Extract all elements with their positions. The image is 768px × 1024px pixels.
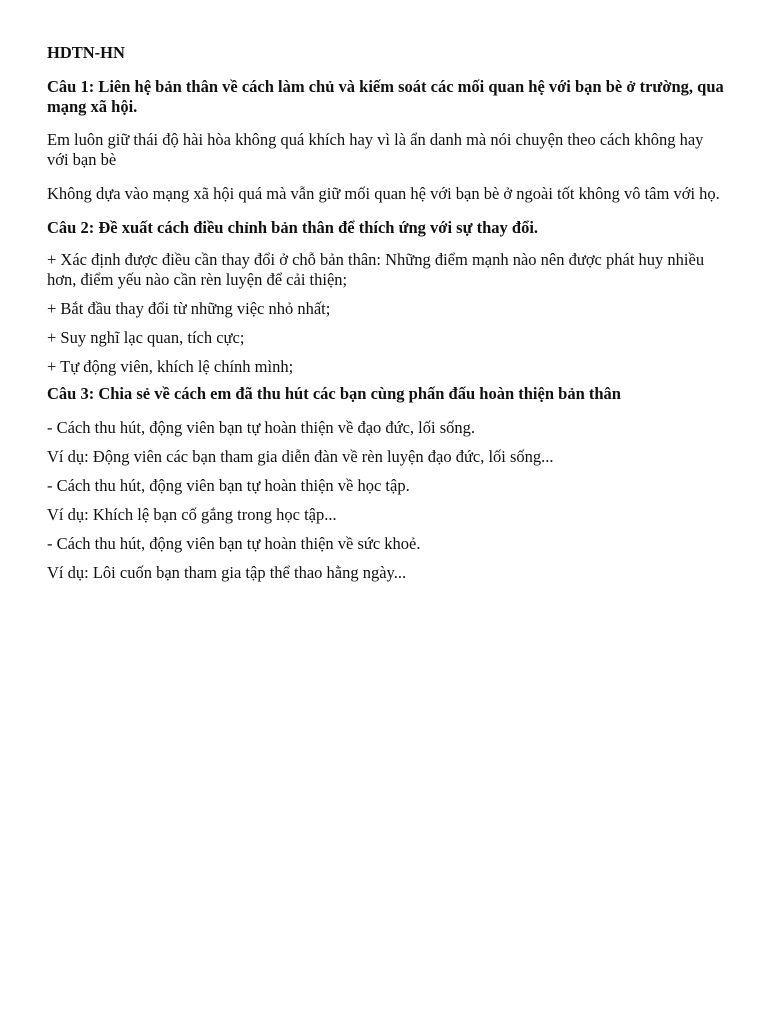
question-3-list-item: - Cách thu hút, động viên bạn tự hoàn thiện về đạo đức, lối sống. [47,418,476,437]
question-1-paragraph: Không dựa vào mạng xã hội quá mà vẫn giữ mối quan hệ với bạn bè ở ngoài tốt không vô tâm với họ. [47,184,720,203]
question-3-list-item: - Cách thu hút, động viên bạn tự hoàn thiện về học tập. [47,476,410,495]
document-title: HDTN-HN [47,43,125,62]
question-2-list-item: + Suy nghĩ lạc quan, tích cực; [47,328,245,347]
question-3-list-item: Ví dụ: Động viên các bạn tham gia diễn đàn về rèn luyện đạo đức, lối sống... [47,447,554,466]
question-3-list-item: - Cách thu hút, động viên bạn tự hoàn thiện về sức khoẻ. [47,534,421,553]
question-3-heading: Câu 3: Chia sẻ về cách em đã thu hút các bạn cùng phấn đấu hoàn thiện bản thân [47,384,621,403]
question-3-list-item: Ví dụ: Khích lệ bạn cố gắng trong học tập... [47,505,337,524]
question-2-list-item: + Xác định được điều cần thay đổi ở chỗ bản thân: Những điểm mạnh nào nên được phát huy nhiều hơn, điểm yếu nào cần rèn luyện để cải thiện; [47,250,705,289]
question-2-heading: Câu 2: Đề xuất cách điều chỉnh bản thân để thích ứng với sự thay đổi. [47,218,539,237]
question-3-list-item: Ví dụ: Lôi cuốn bạn tham gia tập thể thao hằng ngày... [47,563,407,582]
document-page [47,43,727,592]
question-1-paragraph: Em luôn giữ thái độ hài hòa không quá khích hay vì là ẩn danh mà nói chuyện theo cách không hay với bạn bè [47,130,704,169]
question-2-list-item: + Tự động viên, khích lệ chính mình; [47,357,294,376]
question-1-heading: Câu 1: Liên hệ bản thân về cách làm chủ và kiếm soát các mối quan hệ với bạn bè ở trường, qua mạng xã hội. [47,77,724,116]
question-2-list-item: + Bắt đầu thay đổi từ những việc nhỏ nhất; [47,299,331,318]
